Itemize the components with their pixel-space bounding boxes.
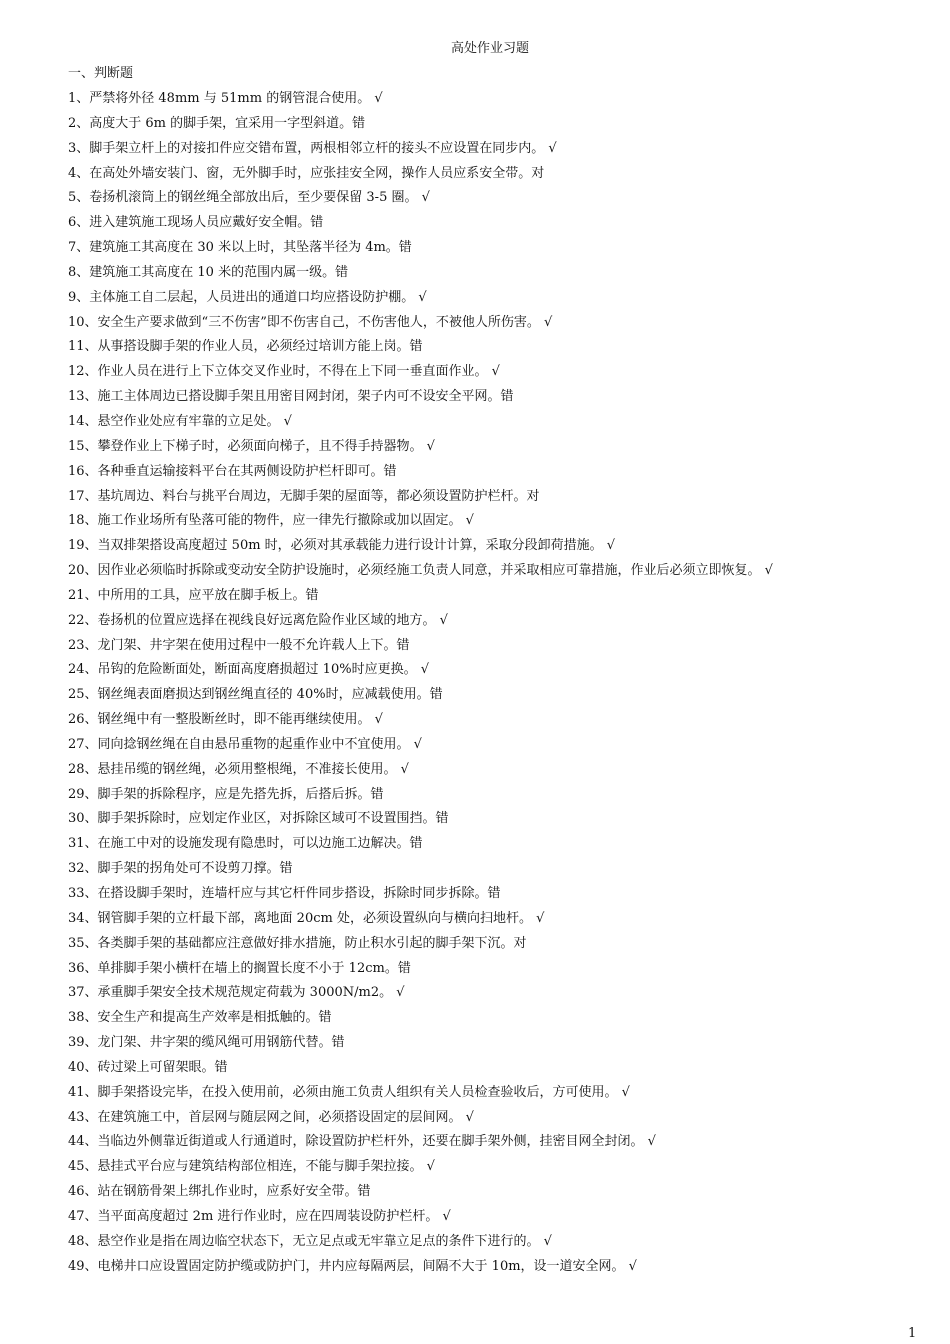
question-item: 7、建筑施工其高度在 30 米以上时，其坠落半径为 4m。错 [68,240,412,256]
question-item: 12、作业人员在进行上下立体交叉作业时，不得在上下同一垂直面作业。 √ [68,364,500,380]
question-item: 45、悬挂式平台应与建筑结构部位相连，不能与脚手架拉接。 √ [68,1159,435,1175]
question-item: 36、单排脚手架小横杆在墙上的搁置长度不小于 12cm。错 [68,960,411,976]
question-item: 26、钢丝绳中有一整股断丝时，即不能再继续使用。 √ [68,712,383,728]
question-item: 15、攀登作业上下梯子时，必须面向梯子，且不得手持器物。 √ [68,438,435,454]
question-item: 41、脚手架搭设完毕，在投入使用前，必须由施工负责人组织有关人员检查验收后，方可使用。 √ [68,1084,630,1100]
question-item: 46、站在钢筋骨架上绑扎作业时，应系好安全带。错 [68,1184,371,1200]
question-item: 30、脚手架拆除时，应划定作业区，对拆除区域可不设置围挡。错 [68,811,449,827]
question-item: 49、电梯井口应设置固定防护缆或防护门，井内应每隔两层，间隔不大于 10m，设一道安全网。 √ [68,1258,637,1274]
question-item: 18、施工作业场所有坠落可能的物件，应一律先行撤除或加以固定。 √ [68,513,474,529]
question-item: 4、在高处外墙安装门、窗，无外脚手时，应张挂安全网，操作人员应系安全带。对 [68,165,545,181]
question-item: 25、钢丝绳表面磨损达到钢丝绳直径的 40%时，应减载使用。错 [68,687,443,703]
question-item: 22、卷扬机的位置应选择在视线良好远离危险作业区域的地方。 √ [68,612,448,628]
question-item: 9、主体施工自二层起，人员进出的通道口均应搭设防护棚。 √ [68,289,427,305]
question-item: 27、同向捻钢丝绳在自由悬吊重物的起重作业中不宜使用。 √ [68,736,422,752]
question-item: 48、悬空作业是指在周边临空状态下，无立足点或无牢靠立足点的条件下进行的。 √ [68,1233,552,1249]
question-item: 34、钢管脚手架的立杆最下部，离地面 20cm 处，必须设置纵向与横向扫地杆。 √ [68,910,545,926]
question-item: 11、从事搭设脚手架的作业人员，必须经过培训方能上岗。错 [68,339,423,355]
question-item: 44、当临边外侧靠近街道或人行通道时，除设置防护栏杆外，还要在脚手架外侧，挂密目网全封闭。 √ [68,1134,656,1150]
question-item: 43、在建筑施工中，首层网与随层网之间，必须搭设固定的层间网。 √ [68,1109,474,1125]
question-item: 29、脚手架的拆除程序，应是先搭先拆，后搭后拆。错 [68,786,384,802]
page-number: 1 [908,1326,917,1341]
question-list [68,90,938,1283]
question-item: 16、各种垂直运输接料平台在其两侧设防护栏杆即可。错 [68,463,397,479]
question-item: 2、高度大于 6m 的脚手架，宜采用一字型斜道。错 [68,115,366,131]
question-item: 3、脚手架立杆上的对接扣件应交错布置，两根相邻立杆的接头不应设置在同步内。 √ [68,140,557,156]
section-heading: 一、判断题 [68,66,134,81]
question-item: 13、施工主体周边已搭设脚手架且用密目网封闭，架子内可不设安全平网。错 [68,389,514,405]
question-item: 14、悬空作业处应有牢靠的立足处。 √ [68,413,292,429]
question-item: 20、因作业必须临时拆除或变动安全防护设施时，必须经施工负责人同意，并采取相应可靠措施，作业后必须立即恢复。 √ [68,563,773,579]
question-item: 5、卷扬机滚筒上的钢丝绳全部放出后，至少要保留 3-5 圈。 √ [68,190,430,206]
page-title: 高处作业习题 [450,41,529,56]
question-item: 31、在施工中对的设施发现有隐患时，可以边施工边解决。错 [68,836,423,852]
question-item: 24、吊钩的危险断面处，断面高度磨损超过 10%时应更换。 √ [68,662,429,678]
question-item: 28、悬挂吊缆的钢丝绳，必须用整根绳，不准接长使用。 √ [68,761,409,777]
question-item: 19、当双排架搭设高度超过 50m 时，必须对其承载能力进行设计计算，采取分段卸荷措施。 √ [68,538,616,554]
question-item: 17、基坑周边、料台与挑平台周边，无脚手架的屋面等，都必须设置防护栏杆。对 [68,488,540,504]
question-item: 6、进入建筑施工现场人员应戴好安全帽。错 [68,215,324,231]
question-item: 32、脚手架的拐角处可不设剪刀撑。错 [68,861,293,877]
question-item: 23、龙门架、井字架在使用过程中一般不允许载人上下。错 [68,637,410,653]
question-item: 35、各类脚手架的基础都应注意做好排水措施，防止积水引起的脚手架下沉。对 [68,935,527,951]
question-item: 47、当平面高度超过 2m 进行作业时，应在四周装设防护栏杆。 √ [68,1208,451,1224]
question-item: 21、中所用的工具，应平放在脚手板上。错 [68,587,319,603]
question-item: 39、龙门架、井字架的缆风绳可用钢筋代替。错 [68,1035,345,1051]
question-item: 38、安全生产和提高生产效率是相抵触的。错 [68,1010,332,1026]
question-item: 40、砖过梁上可留架眼。错 [68,1059,228,1075]
question-item: 8、建筑施工其高度在 10 米的范围内属一级。错 [68,264,349,280]
question-item: 37、承重脚手架安全技术规范规定荷载为 3000N/m2。 √ [68,985,405,1001]
question-item: 33、在搭设脚手架时，连墙杆应与其它杆件同步搭设，拆除时同步拆除。错 [68,886,501,901]
question-item: 1、严禁将外径 48mm 与 51mm 的钢管混合使用。 √ [68,91,383,106]
question-item: 10、安全生产要求做到“三不伤害”即不伤害自己，不伤害他人，不被他人所伤害。 √ [68,314,553,330]
